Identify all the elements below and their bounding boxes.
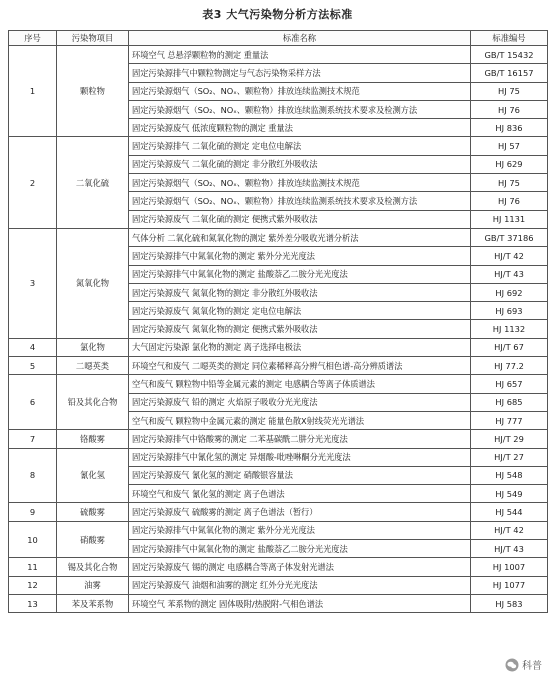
table-row (9, 448, 548, 466)
standard-code: HJ/T 42 (471, 521, 548, 539)
standard-code: HJ 693 (471, 302, 548, 320)
standards-table (8, 30, 548, 613)
row-index: 5 (9, 357, 57, 375)
standard-name: 固定污染源废气 氮氧化物的测定 便携式紫外吸收法 (129, 320, 471, 338)
header-standard-name: 标准名称 (129, 31, 471, 46)
standard-code: HJ 777 (471, 411, 548, 429)
table-row (9, 338, 548, 356)
standard-code: HJ/T 27 (471, 448, 548, 466)
standard-name: 固定污染源排气中氮氧化物的测定 盐酸萘乙二胺分光光度法 (129, 540, 471, 558)
standard-code: HJ 1007 (471, 558, 548, 576)
pollutant-name: 二噁英类 (57, 357, 129, 375)
standard-name: 固定污染源排气中颗粒物测定与气态污染物采样方法 (129, 64, 471, 82)
standard-code: HJ 76 (471, 192, 548, 210)
table-row (9, 357, 548, 375)
standard-name: 固定污染源排气 二氧化硫的测定 定电位电解法 (129, 137, 471, 155)
standard-name: 固定污染源排气中氮氧化物的测定 紫外分光光度法 (129, 247, 471, 265)
row-index: 12 (9, 576, 57, 594)
standard-name: 固定污染源废气 油烟和油雾的测定 红外分光光度法 (129, 576, 471, 594)
standard-code: HJ 836 (471, 119, 548, 137)
standard-name: 固定污染源废气 铅的测定 火焰原子吸收分光光度法 (129, 393, 471, 411)
standard-code: HJ 1132 (471, 320, 548, 338)
header-standard-code: 标准编号 (471, 31, 548, 46)
row-index: 8 (9, 448, 57, 503)
pollutant-name: 硫酸雾 (57, 503, 129, 521)
standard-code: HJ 1131 (471, 210, 548, 228)
standard-name: 固定污染源废气 低浓度颗粒物的测定 重量法 (129, 119, 471, 137)
standard-name: 环境空气 苯系物的测定 固体吸附/热脱附-气相色谱法 (129, 594, 471, 612)
standard-code: GB/T 37186 (471, 228, 548, 246)
table-row (9, 228, 548, 246)
pollutant-name: 氯化物 (57, 338, 129, 356)
standard-name: 固定污染源废气 氮氧化物的测定 非分散红外吸收法 (129, 283, 471, 301)
standard-name: 固定污染源排气中铬酸雾的测定 二苯基碳酰二肼分光光度法 (129, 430, 471, 448)
table-row (9, 46, 548, 64)
standard-name: 环境空气 总悬浮颗粒物的测定 重量法 (129, 46, 471, 64)
pollutant-name: 油雾 (57, 576, 129, 594)
row-index: 6 (9, 375, 57, 430)
table-row (9, 430, 548, 448)
standard-code: HJ/T 43 (471, 540, 548, 558)
standard-code: HJ 1077 (471, 576, 548, 594)
standard-name: 固定污染源烟气（SO₂、NOₓ、颗粒物）排放连续监测系统技术要求及检测方法 (129, 100, 471, 118)
standard-name: 固定污染源排气中氮氧化物的测定 紫外分光光度法 (129, 521, 471, 539)
standard-name: 环境空气和废气 氰化氢的测定 离子色谱法 (129, 485, 471, 503)
standard-code: HJ 75 (471, 82, 548, 100)
standard-code: HJ 76 (471, 100, 548, 118)
row-index: 10 (9, 521, 57, 558)
standard-code: HJ/T 43 (471, 265, 548, 283)
standard-name: 固定污染源废气 硫酸雾的测定 离子色谱法（暂行） (129, 503, 471, 521)
standard-name: 固定污染源废气 氰化氢的测定 硝酸银容量法 (129, 466, 471, 484)
pollutant-name: 铅及其化合物 (57, 375, 129, 430)
row-index: 2 (9, 137, 57, 228)
standard-name: 固定污染源废气 氮氧化物的测定 定电位电解法 (129, 302, 471, 320)
pollutant-name: 苯及苯系物 (57, 594, 129, 612)
standard-name: 固定污染源废气 二氧化硫的测定 便携式紫外吸收法 (129, 210, 471, 228)
standard-code: HJ 692 (471, 283, 548, 301)
row-index: 3 (9, 228, 57, 338)
standard-code: HJ/T 42 (471, 247, 548, 265)
header-index: 序号 (9, 31, 57, 46)
pollutant-name: 铬酸雾 (57, 430, 129, 448)
table-row (9, 503, 548, 521)
pollutant-name: 锡及其化合物 (57, 558, 129, 576)
header-row (9, 31, 548, 46)
row-index: 1 (9, 46, 57, 137)
standard-name: 空气和废气 颗粒物中铅等金属元素的测定 电感耦合等离子体质谱法 (129, 375, 471, 393)
standard-name: 固定污染源烟气（SO₂、NOₓ、颗粒物）排放连续监测技术规范 (129, 174, 471, 192)
table-row (9, 594, 548, 612)
row-index: 9 (9, 503, 57, 521)
standard-code: HJ 548 (471, 466, 548, 484)
table-body (9, 46, 548, 613)
table-row (9, 521, 548, 539)
row-index: 7 (9, 430, 57, 448)
standard-code: HJ 583 (471, 594, 548, 612)
watermark-text: 科普 (522, 661, 542, 672)
pollutant-name: 颗粒物 (57, 46, 129, 137)
standard-name: 气体分析 二氧化硫和氮氧化物的测定 紫外差分吸收光谱分析法 (129, 228, 471, 246)
standard-name: 固定污染源烟气（SO₂、NOₓ、颗粒物）排放连续监测技术规范 (129, 82, 471, 100)
table-caption: 表3 大气污染物分析方法标准 (202, 8, 353, 21)
standard-name: 环境空气和废气 二噁英类的测定 同位素稀释高分辨气相色谱-高分辨质谱法 (129, 357, 471, 375)
standard-name: 固定污染源废气 二氧化硫的测定 非分散红外吸收法 (129, 155, 471, 173)
row-index: 11 (9, 558, 57, 576)
row-index: 4 (9, 338, 57, 356)
row-index: 13 (9, 594, 57, 612)
table-header (9, 31, 548, 46)
standard-code: HJ 629 (471, 155, 548, 173)
standard-code: GB/T 15432 (471, 46, 548, 64)
table-row (9, 137, 548, 155)
watermark (502, 656, 545, 673)
pollutant-name: 二氧化硫 (57, 137, 129, 228)
standard-code: HJ 75 (471, 174, 548, 192)
header-pollutant: 污染物项目 (57, 31, 129, 46)
table-row (9, 558, 548, 576)
standard-code: HJ 57 (471, 137, 548, 155)
standard-code: HJ 657 (471, 375, 548, 393)
pollutant-name: 氮氧化物 (57, 228, 129, 338)
standard-name: 固定污染源废气 锡的测定 电感耦合等离子体发射光谱法 (129, 558, 471, 576)
standard-name: 固定污染源排气中氰化氢的测定 异烟酸-吡唑啉酮分光光度法 (129, 448, 471, 466)
standard-code: HJ/T 67 (471, 338, 548, 356)
table-row (9, 576, 548, 594)
table-row (9, 375, 548, 393)
pollutant-name: 氰化氢 (57, 448, 129, 503)
standard-name: 大气固定污染源 氯化物的测定 离子选择电极法 (129, 338, 471, 356)
pollutant-name: 硝酸雾 (57, 521, 129, 558)
standard-name: 固定污染源烟气（SO₂、NOₓ、颗粒物）排放连续监测系统技术要求及检测方法 (129, 192, 471, 210)
wechat-icon (505, 658, 519, 672)
standard-code: HJ 544 (471, 503, 548, 521)
standard-code: HJ 685 (471, 393, 548, 411)
standard-name: 固定污染源排气中氮氧化物的测定 盐酸萘乙二胺分光光度法 (129, 265, 471, 283)
standard-code: HJ 549 (471, 485, 548, 503)
standard-code: HJ 77.2 (471, 357, 548, 375)
standard-name: 空气和废气 颗粒物中金属元素的测定 能量色散X射线荧光光谱法 (129, 411, 471, 429)
standard-code: HJ/T 29 (471, 430, 548, 448)
standard-code: GB/T 16157 (471, 64, 548, 82)
